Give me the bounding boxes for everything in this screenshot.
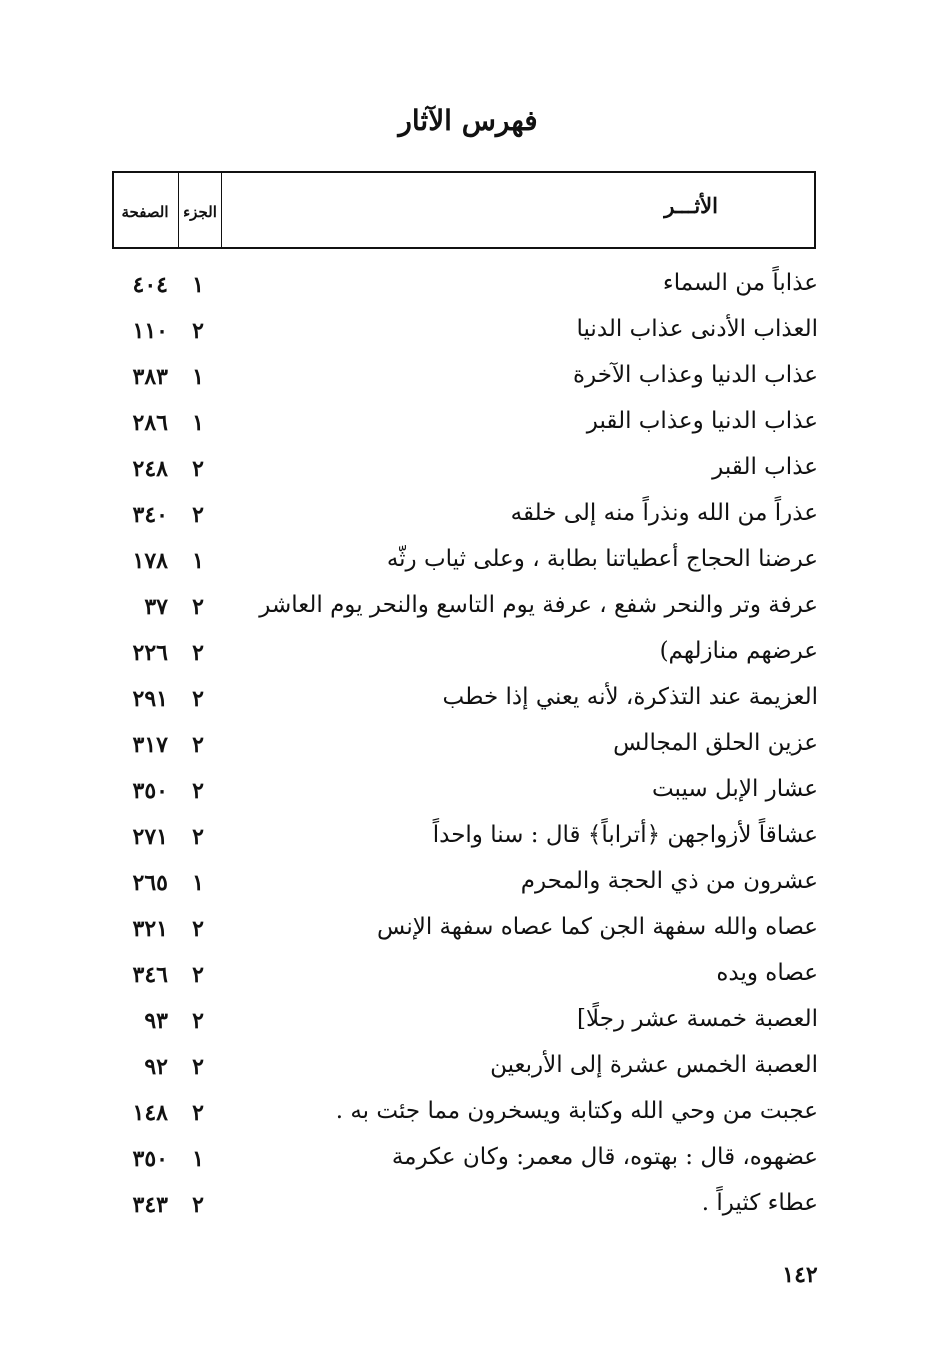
juz-number: ٢ <box>192 962 204 988</box>
page-ref: ٩٢ <box>144 1054 168 1080</box>
page-ref: ٣٤٣ <box>132 1192 168 1218</box>
athar-text: عضهوه، قال : بهتوه، قال معمر: وكان عكرمة <box>391 1144 818 1170</box>
index-row <box>0 1002 936 1048</box>
juz-number: ٢ <box>192 1100 204 1126</box>
header-juz-column <box>178 173 221 247</box>
page-ref: ٣٥٠ <box>132 778 168 804</box>
header-juz-label: الجزء <box>183 203 217 221</box>
juz-number: ٢ <box>192 1054 204 1080</box>
juz-number: ٢ <box>192 502 204 528</box>
athar-text: عشاقاً لأزواجهن ﴿أتراباً﴾ قال : سنا واحداً <box>432 822 818 848</box>
page-ref: ٢٤٨ <box>132 456 168 482</box>
athar-text: عذاب الدنيا وعذاب الآخرة <box>572 362 818 388</box>
athar-text: عرضنا الحجاج أعطياتنا بطابة ، وعلى ثياب رثّه <box>386 546 818 572</box>
page-ref: ٢٨٦ <box>132 410 168 436</box>
athar-text: عذراً من الله ونذراً منه إلى خلقه <box>510 500 818 526</box>
index-row <box>0 910 936 956</box>
index-row <box>0 1140 936 1186</box>
athar-text: عزين الحلق المجالس <box>613 730 818 756</box>
index-row <box>0 312 936 358</box>
juz-number: ٢ <box>192 594 204 620</box>
juz-number: ٢ <box>192 686 204 712</box>
index-row <box>0 1048 936 1094</box>
juz-number: ٢ <box>192 778 204 804</box>
athar-text: عطاء كثيراً . <box>701 1190 818 1216</box>
juz-number: ١ <box>192 870 204 896</box>
page-ref: ٤٠٤ <box>132 272 168 298</box>
athar-text: العصبة الخمس عشرة إلى الأربعين <box>490 1052 818 1078</box>
juz-number: ٢ <box>192 456 204 482</box>
page-ref: ١٧٨ <box>132 548 168 574</box>
page-ref: ٢٩١ <box>132 686 168 712</box>
athar-text: عرفة وتر والنحر شفع ، عرفة يوم التاسع والنحر يوم العاشر <box>259 592 818 618</box>
athar-text: عصاه ويده <box>716 960 818 986</box>
page-ref: ٣٤٠ <box>132 502 168 528</box>
juz-number: ١ <box>192 1146 204 1172</box>
athar-text: عرضهم منازلهم) <box>659 638 818 664</box>
index-row <box>0 726 936 772</box>
page-ref: ٢٢٦ <box>132 640 168 666</box>
page-title: فهرس الآثار <box>398 104 538 137</box>
juz-number: ١ <box>192 548 204 574</box>
page-ref: ٣٥٠ <box>132 1146 168 1172</box>
header-athar-label: الأثـــر <box>664 193 718 218</box>
page-ref: ٣٧ <box>144 594 168 620</box>
index-table-header <box>112 171 816 249</box>
index-row <box>0 1094 936 1140</box>
athar-text: عشرون من ذي الحجة والمحرم <box>520 868 818 894</box>
index-row <box>0 680 936 726</box>
page-ref: ١٤٨ <box>132 1100 168 1126</box>
athar-text: العذاب الأدنى عذاب الدنيا <box>576 316 818 342</box>
index-row <box>0 634 936 680</box>
juz-number: ١ <box>192 364 204 390</box>
index-row <box>0 450 936 496</box>
index-row <box>0 1186 936 1232</box>
page-ref: ٣١٧ <box>132 732 168 758</box>
index-row <box>0 358 936 404</box>
page-ref: ١١٠ <box>132 318 168 344</box>
page-ref: ٣٢١ <box>132 916 168 942</box>
index-row <box>0 818 936 864</box>
index-row <box>0 864 936 910</box>
juz-number: ٢ <box>192 824 204 850</box>
index-row <box>0 956 936 1002</box>
juz-number: ٢ <box>192 916 204 942</box>
index-row <box>0 266 936 312</box>
juz-number: ٢ <box>192 318 204 344</box>
index-row <box>0 404 936 450</box>
page-ref: ٢٧١ <box>132 824 168 850</box>
athar-text: عذاب القبر <box>712 454 818 480</box>
header-athar-column <box>221 173 814 247</box>
page-ref: ٣٨٣ <box>132 364 168 390</box>
index-row <box>0 496 936 542</box>
juz-number: ١ <box>192 410 204 436</box>
index-row <box>0 542 936 588</box>
athar-text: عجبت من وحي الله وكتابة ويسخرون مما جئت به . <box>335 1098 818 1124</box>
athar-text: العزيمة عند التذكرة، لأنه يعني إذا خطب <box>442 684 818 710</box>
juz-number: ١ <box>192 272 204 298</box>
page-ref: ٣٤٦ <box>132 962 168 988</box>
index-rows <box>0 266 936 1232</box>
page-ref: ٩٣ <box>144 1008 168 1034</box>
juz-number: ٢ <box>192 1008 204 1034</box>
index-row <box>0 772 936 818</box>
juz-number: ٢ <box>192 640 204 666</box>
athar-text: عصاه والله سفهة الجن كما عصاه سفهة الإنس <box>377 914 818 940</box>
juz-number: ٢ <box>192 732 204 758</box>
athar-text: عذاباً من السماء <box>662 270 818 296</box>
athar-text: عذاب الدنيا وعذاب القبر <box>586 408 818 434</box>
juz-number: ٢ <box>192 1192 204 1218</box>
page-ref: ٢٦٥ <box>132 870 168 896</box>
header-page-label: الصفحة <box>121 203 169 221</box>
header-page-column <box>112 173 178 247</box>
athar-text: العصبة خمسة عشر رجلًا] <box>577 1006 818 1032</box>
index-row <box>0 588 936 634</box>
page-number: ١٤٢ <box>782 1262 818 1288</box>
athar-text: عشار الإبل سيبت <box>651 776 818 802</box>
